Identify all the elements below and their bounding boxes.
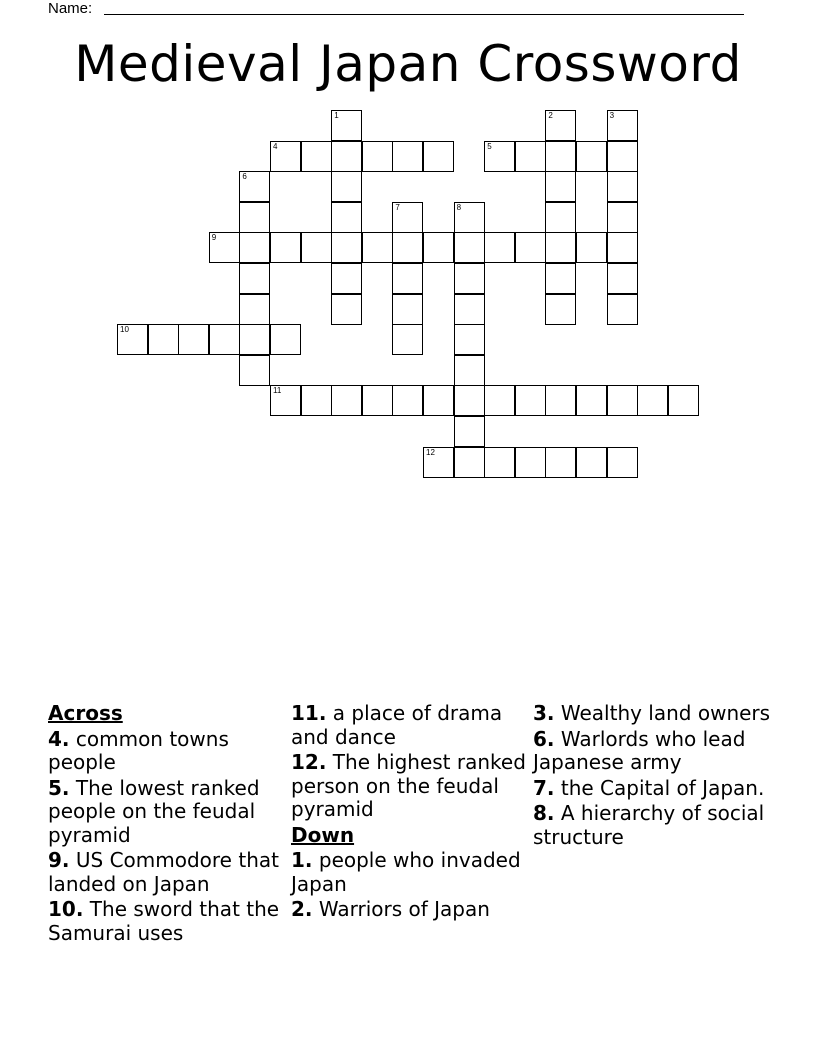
crossword-cell[interactable] xyxy=(239,232,270,263)
clue-number: 4. xyxy=(48,726,70,751)
crossword-cell[interactable] xyxy=(331,202,362,233)
crossword-cell[interactable] xyxy=(607,294,638,325)
crossword-cell[interactable] xyxy=(301,232,332,263)
crossword-cell[interactable] xyxy=(576,232,607,263)
crossword-cell[interactable] xyxy=(454,263,485,294)
crossword-cell[interactable] xyxy=(576,141,607,172)
crossword-cell[interactable] xyxy=(209,232,240,263)
clue-text: Warriors of Japan xyxy=(318,897,490,921)
crossword-cell[interactable] xyxy=(331,294,362,325)
crossword-cell[interactable] xyxy=(545,141,576,172)
crossword-cell[interactable] xyxy=(515,232,546,263)
name-blank[interactable] xyxy=(104,14,744,15)
clue-number: 7. xyxy=(533,775,555,800)
crossword-cell[interactable] xyxy=(454,202,485,233)
crossword-cell[interactable] xyxy=(239,263,270,294)
crossword-cell[interactable] xyxy=(454,416,485,447)
crossword-cell[interactable] xyxy=(239,355,270,386)
crossword-cell[interactable] xyxy=(607,202,638,233)
clue-down-3 xyxy=(533,702,773,726)
crossword-cell[interactable] xyxy=(454,294,485,325)
crossword-cell[interactable] xyxy=(637,385,668,416)
clue-number: 2. xyxy=(291,897,313,921)
crossword-cell[interactable] xyxy=(607,171,638,202)
crossword-cell[interactable] xyxy=(545,202,576,233)
crossword-cell[interactable] xyxy=(239,171,270,202)
clue-across-9 xyxy=(48,849,284,896)
crossword-cell[interactable] xyxy=(545,385,576,416)
crossword-cell[interactable] xyxy=(362,385,393,416)
cell-number: 7 xyxy=(395,202,400,212)
clue-text: US Commodore that landed on Japan xyxy=(48,848,279,896)
cell-number: 6 xyxy=(242,172,247,182)
crossword-cell[interactable] xyxy=(607,385,638,416)
clue-number: 9. xyxy=(48,848,70,872)
crossword-cell[interactable] xyxy=(515,385,546,416)
cell-number: 3 xyxy=(609,111,615,120)
clue-text: A hierarchy of social structure xyxy=(533,801,765,849)
crossword-cell[interactable] xyxy=(148,324,179,355)
crossword-cell[interactable] xyxy=(301,385,332,416)
cell-number: 8 xyxy=(456,202,462,212)
clue-number: 5. xyxy=(48,775,70,800)
cell-number: 11 xyxy=(273,386,282,396)
crossword-cell[interactable] xyxy=(545,294,576,325)
crossword-cell[interactable] xyxy=(270,232,301,263)
crossword-cell[interactable] xyxy=(392,141,423,172)
crossword-cell[interactable] xyxy=(515,141,546,172)
crossword-cell[interactable] xyxy=(423,232,454,263)
clue-across-10 xyxy=(48,898,284,945)
crossword-cell[interactable] xyxy=(545,171,576,202)
clue-text: a place of drama and dance xyxy=(291,701,503,749)
cell-number: 9 xyxy=(211,233,217,243)
crossword-cell[interactable] xyxy=(392,324,423,355)
clue-number: 6. xyxy=(533,726,555,751)
crossword-cell[interactable] xyxy=(362,141,393,172)
cell-number: 2 xyxy=(548,111,553,120)
clue-column-2 xyxy=(291,702,527,924)
crossword-cell[interactable] xyxy=(423,447,454,478)
crossword-cell[interactable] xyxy=(545,263,576,294)
crossword-cell[interactable] xyxy=(301,141,332,172)
clue-text: The lowest ranked people on the feudal pyramid xyxy=(48,775,260,847)
crossword-cell[interactable] xyxy=(545,232,576,263)
clue-across-11 xyxy=(291,702,527,749)
crossword-cell[interactable] xyxy=(331,232,362,263)
clue-text: Warlords who lead Japanese army xyxy=(533,726,746,774)
crossword-cell[interactable] xyxy=(239,294,270,325)
clue-text: common towns people xyxy=(48,726,229,774)
crossword-cell[interactable] xyxy=(331,141,362,172)
clue-column-1 xyxy=(48,702,284,947)
clue-across-12 xyxy=(291,751,527,822)
cell-number: 1 xyxy=(334,111,339,120)
crossword-cell[interactable] xyxy=(576,385,607,416)
crossword-cell[interactable] xyxy=(454,385,485,416)
clue-number: 11. xyxy=(291,701,327,725)
cell-number: 12 xyxy=(426,447,435,457)
clue-number: 3. xyxy=(533,701,555,725)
crossword-cell[interactable] xyxy=(270,385,301,416)
crossword-cell[interactable] xyxy=(392,263,423,294)
clue-text: Wealthy land owners xyxy=(560,701,771,725)
clue-across-4 xyxy=(48,728,284,775)
clue-column-3 xyxy=(533,702,773,851)
crossword-cell[interactable] xyxy=(117,324,148,355)
crossword-cell[interactable] xyxy=(178,324,209,355)
clue-down-1 xyxy=(291,849,527,896)
crossword-cell[interactable] xyxy=(331,110,362,141)
clue-number: 1. xyxy=(291,848,313,872)
clue-down-6 xyxy=(533,728,773,775)
crossword-cell[interactable] xyxy=(209,324,240,355)
crossword-cell[interactable] xyxy=(607,447,638,478)
crossword-cell[interactable] xyxy=(454,232,485,263)
crossword-cell[interactable] xyxy=(515,447,546,478)
crossword-cell[interactable] xyxy=(270,324,301,355)
clue-text: The highest ranked person on the feudal pyramid xyxy=(291,750,526,821)
cell-number: 5 xyxy=(487,141,492,151)
clue-number: 10. xyxy=(48,897,84,921)
crossword-cell[interactable] xyxy=(331,171,362,202)
name-label: Name: xyxy=(48,0,93,17)
clue-down-7 xyxy=(533,777,773,801)
clue-text: The sword that the Samurai uses xyxy=(48,897,280,945)
clue-text: the Capital of Japan. xyxy=(560,775,765,800)
clue-down-2 xyxy=(291,898,527,922)
crossword-cell[interactable] xyxy=(484,385,515,416)
page-title: Medieval Japan Crossword xyxy=(74,35,742,93)
crossword-cell[interactable] xyxy=(423,141,454,172)
crossword-cell[interactable] xyxy=(545,110,576,141)
crossword-cell[interactable] xyxy=(331,385,362,416)
crossword-cell[interactable] xyxy=(392,202,423,233)
crossword-cell[interactable] xyxy=(484,141,515,172)
crossword-cell[interactable] xyxy=(668,385,699,416)
crossword-cell[interactable] xyxy=(484,232,515,263)
name-line xyxy=(48,0,744,18)
crossword-cell[interactable] xyxy=(423,385,454,416)
clue-number: 12. xyxy=(291,750,327,774)
clue-number: 8. xyxy=(533,801,555,825)
crossword-cell[interactable] xyxy=(454,355,485,386)
crossword-cell[interactable] xyxy=(607,110,638,141)
crossword-cell[interactable] xyxy=(484,447,515,478)
clue-across-5 xyxy=(48,777,284,848)
crossword-cell[interactable] xyxy=(270,141,301,172)
crossword-cell[interactable] xyxy=(454,447,485,478)
crossword-cell[interactable] xyxy=(607,263,638,294)
crossword-cell[interactable] xyxy=(607,141,638,172)
across-heading: Across xyxy=(48,701,123,725)
crossword-cell[interactable] xyxy=(392,385,423,416)
crossword-cell[interactable] xyxy=(545,447,576,478)
crossword-cell[interactable] xyxy=(331,263,362,294)
crossword-cell[interactable] xyxy=(392,294,423,325)
crossword-cell[interactable] xyxy=(239,202,270,233)
down-heading: Down xyxy=(291,822,355,847)
crossword-cell[interactable] xyxy=(392,232,423,263)
clue-down-8 xyxy=(533,802,773,849)
crossword-cell[interactable] xyxy=(239,324,270,355)
cell-number: 10 xyxy=(120,325,129,335)
clue-text: people who invaded Japan xyxy=(291,848,521,896)
crossword-cell[interactable] xyxy=(454,324,485,355)
crossword-cell[interactable] xyxy=(362,232,393,263)
crossword-cell[interactable] xyxy=(576,447,607,478)
cell-number: 4 xyxy=(273,141,278,151)
crossword-cell[interactable] xyxy=(607,232,638,263)
